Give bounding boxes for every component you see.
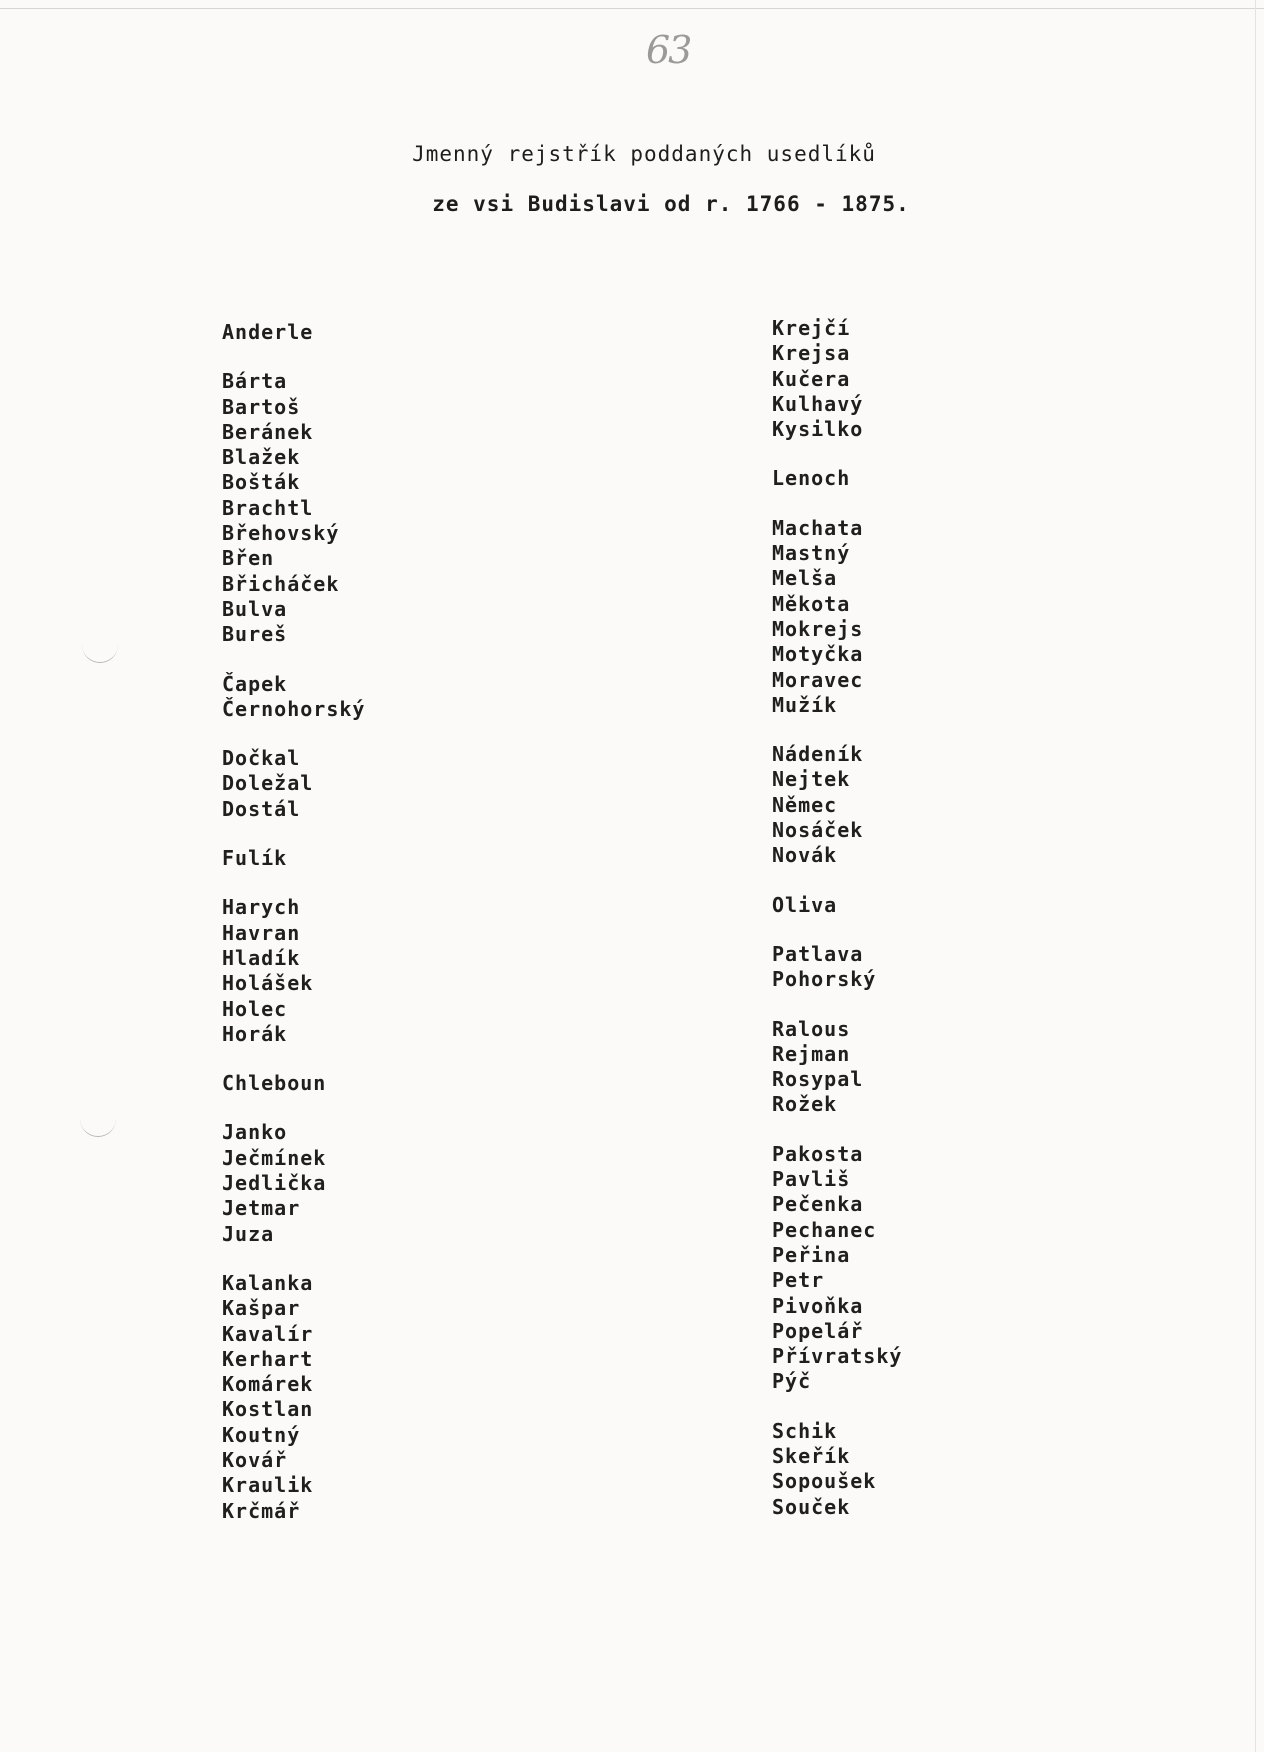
surname-entry: Pavliš: [772, 1167, 851, 1192]
surname-entry: Patlava: [772, 941, 864, 966]
name-group: [772, 316, 902, 442]
surname-entry: Dostál: [222, 796, 301, 821]
surname-entry: Novák: [772, 843, 838, 868]
surname-entry: Brachtl: [222, 495, 314, 520]
name-group: [772, 893, 902, 918]
margin-mark: [82, 640, 118, 663]
surname-entry: Mokrejs: [772, 616, 864, 641]
surname-entry: Pechanec: [772, 1217, 877, 1242]
surname-entry: Nádeník: [772, 742, 864, 767]
surname-entry: Pýč: [772, 1369, 812, 1394]
surname-entry: Mužík: [772, 692, 838, 717]
surname-entry: Motyčka: [772, 642, 864, 667]
name-group: [772, 942, 902, 993]
surname-entry: Beránek: [222, 419, 314, 444]
name-group: [222, 1071, 365, 1096]
name-group: [772, 1017, 902, 1118]
surname-entry: Souček: [772, 1494, 851, 1519]
surname-entry: Krejčí: [772, 316, 851, 340]
surname-entry: Bartoš: [222, 394, 301, 419]
name-group: [772, 742, 902, 868]
name-group: [222, 369, 365, 647]
surname-entry: Břen: [222, 546, 275, 571]
surname-entry: Mastný: [772, 541, 851, 566]
title-line-1: Jmenný rejstřík poddaných usedlíků: [412, 142, 876, 166]
surname-entry: Kraulik: [222, 1473, 314, 1498]
surname-entry: Harych: [222, 895, 301, 920]
name-group: [222, 746, 365, 822]
name-group: [772, 1419, 902, 1520]
surname-entry: Pakosta: [772, 1141, 864, 1166]
surname-entry: Kovář: [222, 1447, 288, 1472]
name-group: [222, 672, 365, 723]
name-group: [772, 1142, 902, 1395]
surname-entry: Černohorský: [222, 696, 366, 721]
surname-entry: Přívratský: [772, 1344, 903, 1369]
surname-entry: Bošták: [222, 470, 301, 495]
name-group: [222, 895, 365, 1047]
surname-entry: Fulík: [222, 846, 288, 871]
surname-entry: Němec: [772, 792, 838, 817]
surname-entry: Chleboun: [222, 1071, 327, 1096]
surname-entry: Havran: [222, 920, 301, 945]
name-group: [772, 516, 902, 718]
name-group: [222, 1271, 365, 1524]
surname-entry: Bulva: [222, 596, 288, 621]
surname-entry: Lenoch: [772, 466, 851, 491]
surname-entry: Skeřík: [772, 1443, 851, 1468]
surname-entry: Kalanka: [222, 1270, 314, 1295]
surname-entry: Doležal: [222, 771, 314, 796]
surname-entry: Rožek: [772, 1092, 838, 1117]
left-name-column: [222, 320, 365, 1548]
surname-entry: Jetmar: [222, 1196, 301, 1221]
surname-entry: Rejman: [772, 1041, 851, 1066]
surname-entry: Bárta: [222, 369, 288, 394]
surname-entry: Nosáček: [772, 818, 864, 843]
surname-entry: Kavalír: [222, 1321, 314, 1346]
surname-entry: Machata: [772, 515, 864, 540]
surname-entry: Čapek: [222, 671, 288, 696]
name-group: [772, 466, 902, 491]
margin-mark: [80, 1114, 116, 1137]
surname-entry: Holášek: [222, 971, 314, 996]
surname-entry: Komárek: [222, 1372, 314, 1397]
surname-entry: Krčmář: [222, 1498, 301, 1523]
name-group: [222, 1120, 365, 1246]
surname-entry: Jedlička: [222, 1171, 327, 1196]
surname-entry: Dočkal: [222, 746, 301, 771]
surname-entry: Krejsa: [772, 341, 851, 366]
surname-entry: Blažek: [222, 445, 301, 470]
surname-entry: Holec: [222, 996, 288, 1021]
title-line-2: ze vsi Budislavi od r. 1766 - 1875.: [432, 192, 910, 216]
surname-entry: Peřina: [772, 1242, 851, 1267]
surname-entry: Anderle: [222, 320, 314, 344]
surname-entry: Břicháček: [222, 571, 340, 596]
surname-entry: Kysilko: [772, 417, 864, 442]
name-group: [222, 320, 365, 345]
surname-entry: Kerhart: [222, 1346, 314, 1371]
surname-entry: Kučera: [772, 366, 851, 391]
right-name-column: [772, 316, 902, 1544]
surname-entry: Nejtek: [772, 767, 851, 792]
surname-entry: Bureš: [222, 622, 288, 647]
page-edge-top: [0, 8, 1264, 9]
surname-entry: Sopoušek: [772, 1469, 877, 1494]
surname-entry: Ječmínek: [222, 1145, 327, 1170]
surname-entry: Melša: [772, 566, 838, 591]
surname-entry: Břehovský: [222, 521, 340, 546]
name-group: [222, 846, 365, 871]
surname-entry: Koutný: [222, 1422, 301, 1447]
surname-entry: Moravec: [772, 667, 864, 692]
surname-entry: Rosypal: [772, 1067, 864, 1092]
surname-entry: Pivoňka: [772, 1293, 864, 1318]
surname-entry: Petr: [772, 1268, 825, 1293]
surname-entry: Juza: [222, 1221, 275, 1246]
surname-entry: Ralous: [772, 1016, 851, 1041]
surname-entry: Pečenka: [772, 1192, 864, 1217]
page-number: 63: [646, 28, 691, 72]
surname-entry: Schik: [772, 1418, 838, 1443]
surname-entry: Hladík: [222, 945, 301, 970]
surname-entry: Měkota: [772, 591, 851, 616]
surname-entry: Janko: [222, 1120, 288, 1145]
surname-entry: Pohorský: [772, 967, 877, 992]
surname-entry: Popelář: [772, 1318, 864, 1343]
surname-entry: Oliva: [772, 892, 838, 917]
surname-entry: Kulhavý: [772, 391, 864, 416]
page-edge-right: [1255, 0, 1256, 1752]
surname-entry: Kašpar: [222, 1296, 301, 1321]
surname-entry: Kostlan: [222, 1397, 314, 1422]
surname-entry: Horák: [222, 1021, 288, 1046]
